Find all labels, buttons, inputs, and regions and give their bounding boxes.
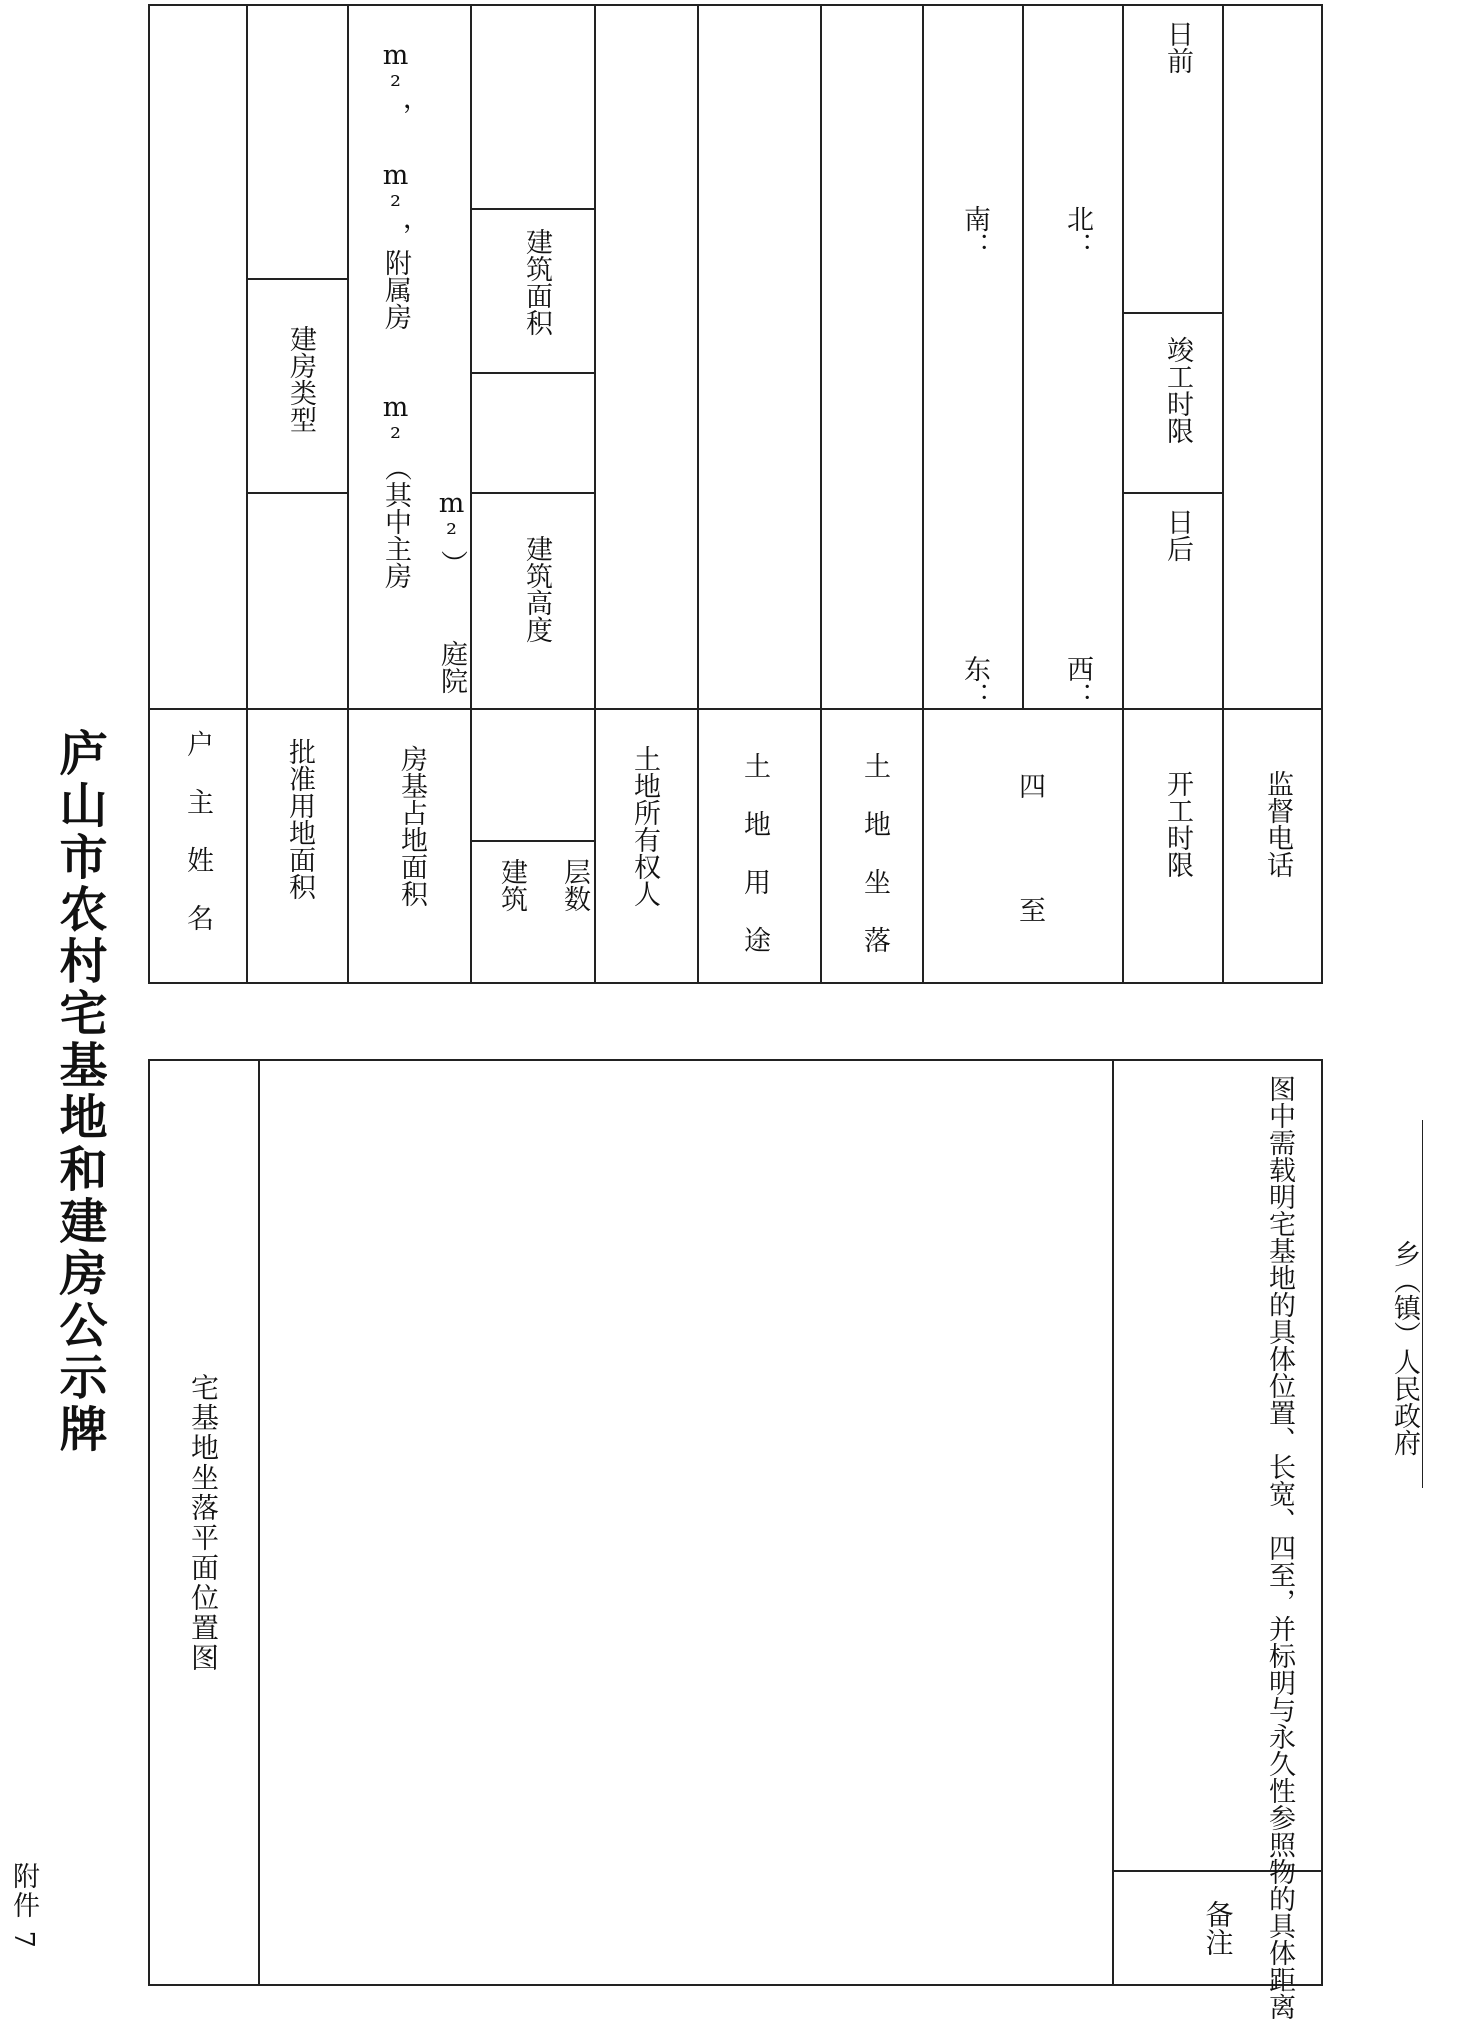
label-divider [148,708,1323,710]
build-type-label: 建房类型 [285,325,316,433]
start-limit-label: 开工时限 [1162,770,1193,878]
east-label: 东： [959,655,990,709]
approved-area-label: 批准用地面积 [284,738,315,900]
start-days-label: 日后 [1162,508,1193,562]
owner-name-label: 户 主 姓 名 [182,730,213,931]
col-line-5 [697,4,699,984]
note-label: 备注 [1201,1900,1235,1956]
footprint-value-5: m²） [436,488,467,577]
land-location-label: 土 地 坐 落 [859,752,890,953]
north-label: 北： [1062,205,1093,259]
col-line-8 [1122,4,1124,984]
boundaries-label-1: 四 [1014,772,1045,799]
south-label: 南： [959,205,990,259]
footprint-value-2: m²，附属房 [380,160,411,330]
col-line-1 [246,4,248,984]
site-plan-title: 宅基地坐落平面位置图 [187,1372,220,1673]
site-plan-drawing-area[interactable] [260,1061,1110,1984]
site-plan-title-cell [148,1059,258,1986]
finish-bottom [1122,492,1222,494]
plan-note-divider [1112,1059,1114,1986]
floors-label-2: 层数 [559,858,590,912]
build-type-bottom [246,492,347,494]
height-top [470,492,594,494]
finish-top [1122,312,1222,314]
note-text: 图中需载明宅基地的具体位置、长宽、四至，并标明与永久性参照物的具体距离 [1264,1075,1295,2020]
bounds-split [1022,4,1024,708]
col-line-4 [594,4,596,984]
attachment-label: 附件 7 [8,1862,39,1950]
col-line-2 [347,4,349,984]
footprint-value-3: m²， [380,40,411,129]
area-top [470,208,594,210]
floors-label-1: 建筑 [496,858,527,912]
finish-days-label: 日前 [1162,20,1193,74]
land-use-label: 土 地 用 途 [739,752,770,953]
land-owner-label: 土地所有权人 [629,745,660,907]
boundaries-label-2: 至 [1014,896,1045,923]
floors-split [470,840,594,842]
government-signature: 乡（镇）人民政府 [1389,1240,1420,1456]
col-line-9 [1222,4,1224,984]
col-line-7 [922,4,924,984]
document-title: 庐山市农村宅基地和建房公示牌 [51,728,107,1456]
area-mid [470,372,594,374]
footprint-area-label: 房基占地面积 [396,745,427,907]
west-label: 西： [1062,655,1093,709]
col-line-6 [820,4,822,984]
build-type-top [246,278,347,280]
height-label: 建筑高度 [521,535,552,643]
hotline-label: 监督电话 [1262,770,1293,878]
finish-limit-label: 竣工时限 [1162,336,1193,444]
footprint-value-4: 庭院 [436,640,467,694]
built-area-label: 建筑面积 [521,228,552,336]
footprint-value-1: m²（其中主房 [380,392,411,589]
